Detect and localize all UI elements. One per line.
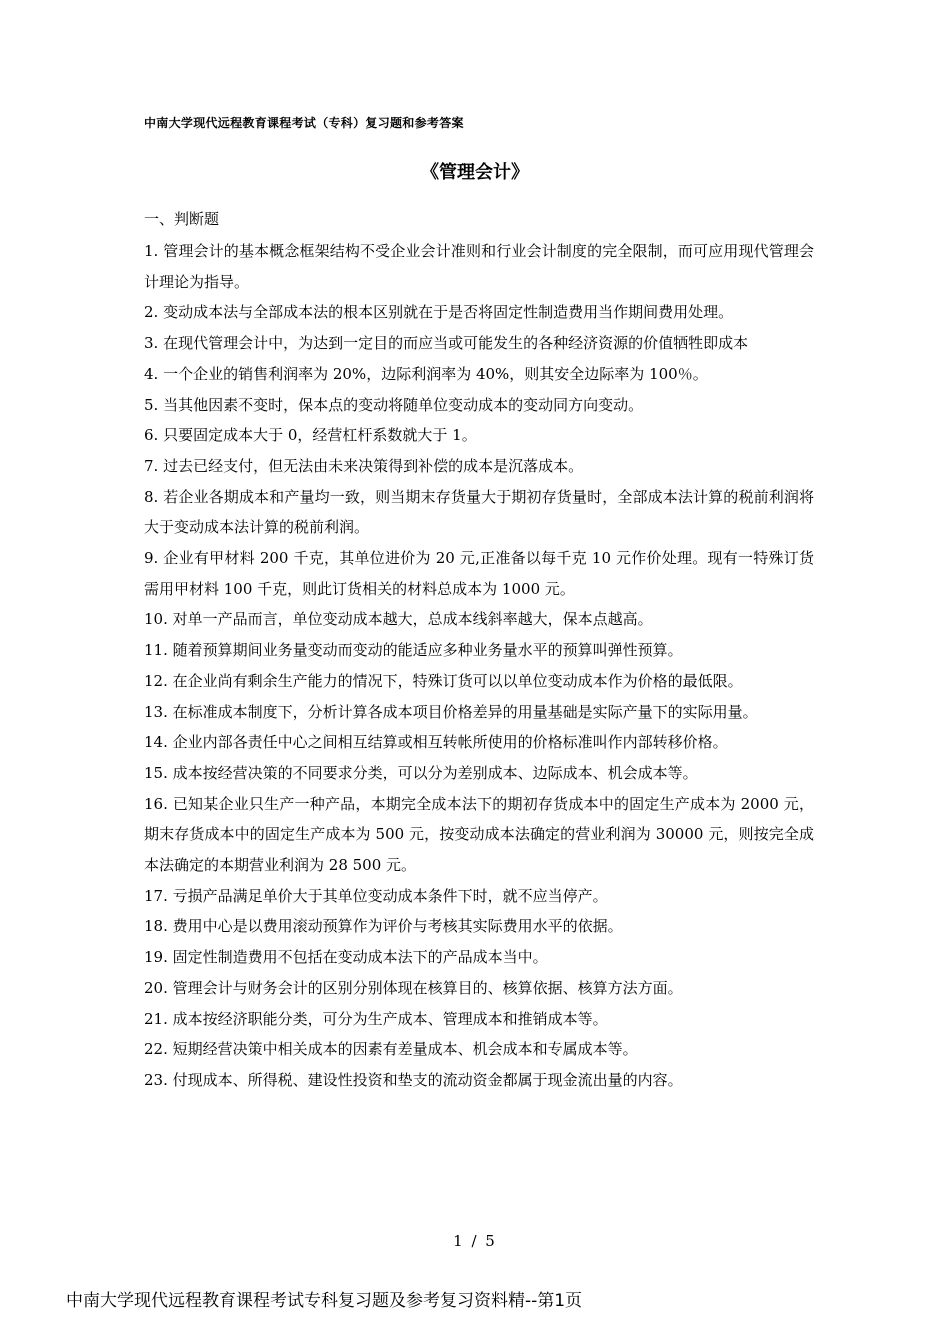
document-header: 中南大学现代远程教育课程考试（专科）复习题和参考答案 [144, 116, 464, 130]
question-item: 10. 对单一产品而言，单位变动成本越大，总成本线斜率越大，保本点越高。 [144, 610, 653, 629]
question-item: 14. 企业内部各责任中心之间相互结算或相互转帐所使用的价格标准叫作内部转移价格。 [144, 733, 728, 752]
question-item: 21. 成本按经济职能分类，可分为生产成本、管理成本和推销成本等。 [144, 1009, 608, 1028]
question-item: 23. 付现成本、所得税、建设性投资和垫支的流动资金都属于现金流出量的内容。 [144, 1070, 683, 1089]
question-item: 4. 一个企业的销售利润率为 20%，边际利润率为 40%，则其安全边际率为 100％。 [144, 364, 708, 383]
question-list [144, 236, 814, 1096]
question-item: 9. 企业有甲材料 200 千克，其单位进价为 20 元,正准备以每千克 10 元作价处理。现有一特殊订货需用甲材料 100 千克，则此订货相关的材料总成本为 1000 元。 [144, 549, 814, 598]
question-item: 7. 过去已经支付，但无法由未来决策得到补偿的成本是沉落成本。 [144, 456, 584, 475]
question-item: 15. 成本按经营决策的不同要求分类，可以分为差别成本、边际成本、机会成本等。 [144, 763, 698, 782]
question-item: 18. 费用中心是以费用滚动预算作为评价与考核其实际费用水平的依据。 [144, 917, 623, 936]
question-item: 5. 当其他因素不变时，保本点的变动将随单位变动成本的变动同方向变动。 [144, 395, 644, 414]
question-item: 1. 管理会计的基本概念框架结构不受企业会计准则和行业会计制度的完全限制，而可应用现代管理会计理论为指导。 [144, 242, 814, 291]
question-item: 22. 短期经营决策中相关成本的因素有差量成本、机会成本和专属成本等。 [144, 1040, 638, 1059]
question-item: 11. 随着预算期间业务量变动而变动的能适应多种业务量水平的预算叫弹性预算。 [144, 641, 683, 660]
page-number: 1 / 5 [453, 1232, 497, 1250]
question-item: 16. 已知某企业只生产一种产品，本期完全成本法下的期初存货成本中的固定生产成本为 2000 元，期末存货成本中的固定生产成本为 500 元，按变动成本法确定的营业利润为 30000 元，则按完全成本法确定的本期营业利润为 28 500 元。 [144, 794, 814, 875]
question-item: 20. 管理会计与财务会计的区别分别体现在核算目的、核算依据、核算方法方面。 [144, 978, 683, 997]
question-item: 2. 变动成本法与全部成本法的根本区别就在于是否将固定性制造费用当作期间费用处理。 [144, 303, 734, 322]
question-item: 12. 在企业尚有剩余生产能力的情况下，特殊订货可以以单位变动成本作为价格的最低限。 [144, 671, 743, 690]
section-heading: 一、判断题 [144, 210, 220, 228]
question-item: 17. 亏损产品满足单价大于其单位变动成本条件下时，就不应当停产。 [144, 886, 608, 905]
question-item: 6. 只要固定成本大于 0，经营杠杆系数就大于 1。 [144, 426, 477, 445]
question-item: 8. 若企业各期成本和产量均一致，则当期末存货量大于期初存货量时，全部成本法计算的税前利润将大于变动成本法计算的税前利润。 [144, 487, 814, 537]
question-item: 13. 在标准成本制度下，分析计算各成本项目价格差异的用量基础是实际产量下的实际用量。 [144, 702, 758, 721]
page-footer: 中南大学现代远程教育课程考试专科复习题及参考复习资料精--第1页 [66, 1291, 583, 1311]
document-title: 《管理会计》 [421, 162, 529, 183]
question-item: 3. 在现代管理会计中，为达到一定目的而应当或可能发生的各种经济资源的价值牺牲即成本 [144, 334, 749, 353]
question-item: 19. 固定性制造费用不包括在变动成本法下的产品成本当中。 [144, 948, 548, 967]
